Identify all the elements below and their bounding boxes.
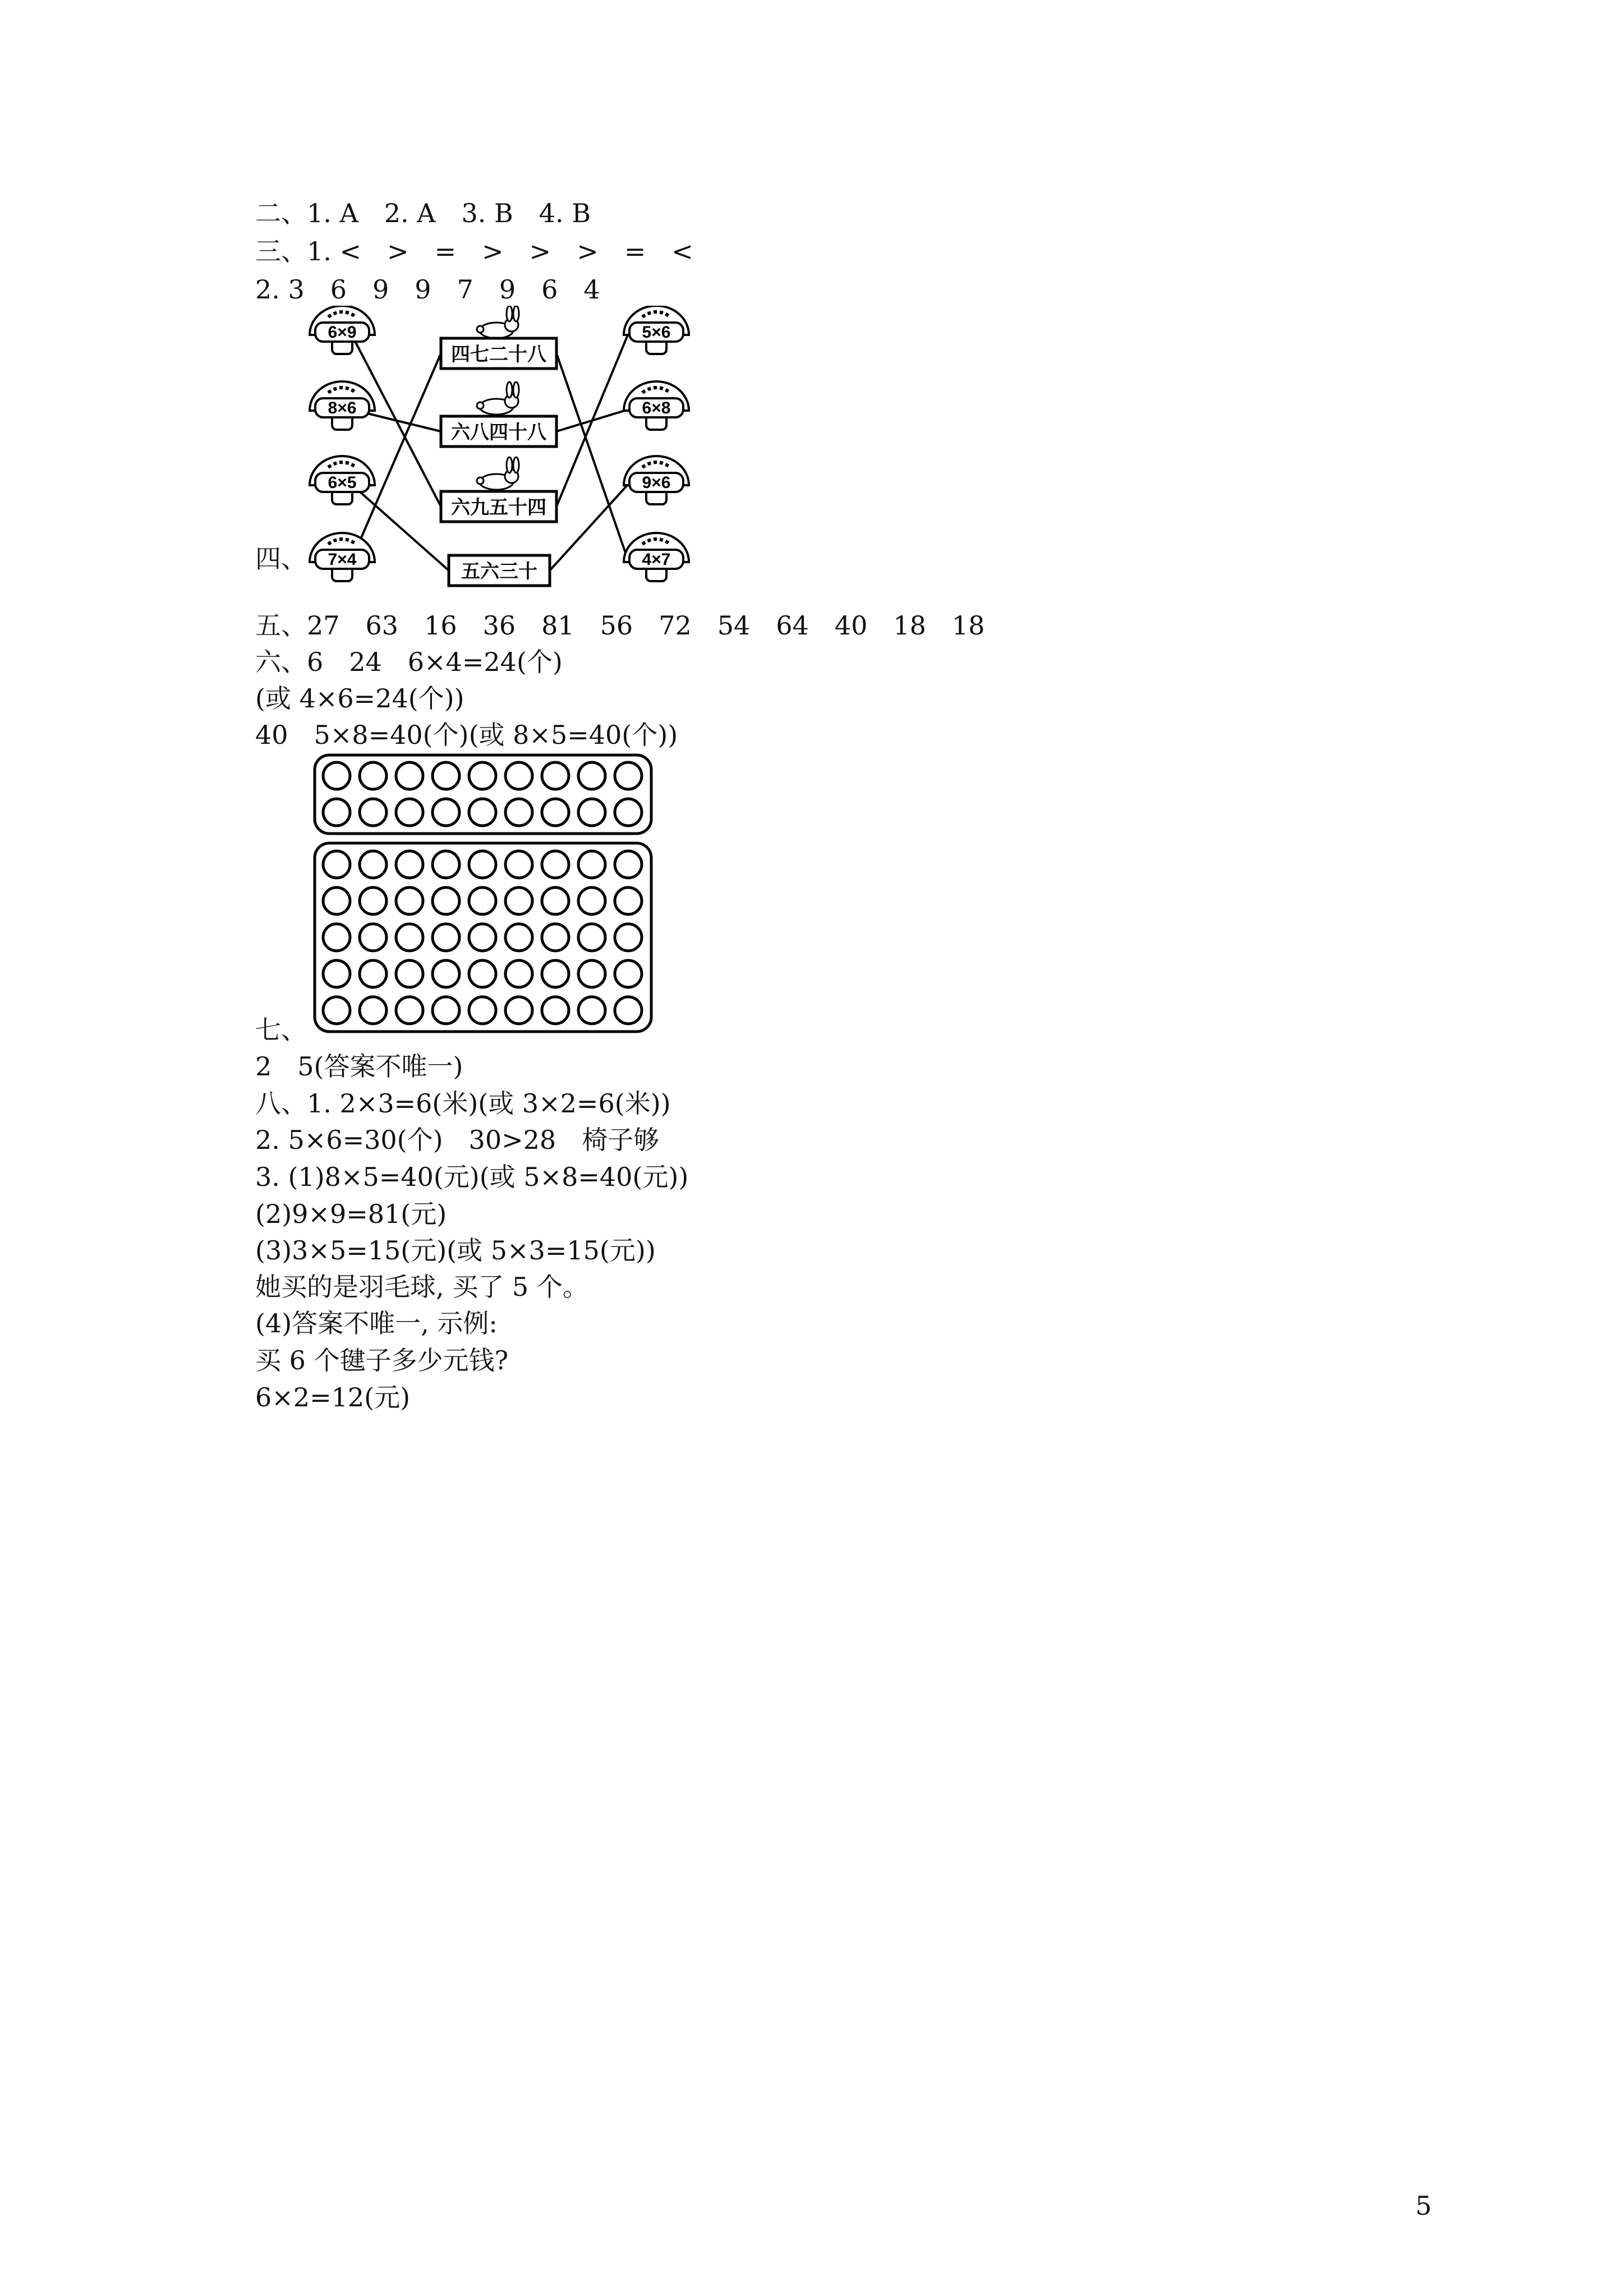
dot-circle	[433, 799, 459, 826]
answer-line-8-3-2: (2)9×9=81(元)	[255, 1199, 447, 1229]
dot-circle	[396, 762, 423, 789]
mushroom-left-2-label: 8×6	[328, 399, 357, 417]
dot-circle	[615, 924, 642, 951]
answer-line-6-2: (或 4×6=24(个))	[255, 683, 464, 714]
dot-circle	[396, 799, 423, 826]
dot-circle	[578, 887, 605, 914]
mushroom-left-4-label: 7×4	[328, 550, 357, 569]
dot-circle	[360, 997, 387, 1024]
dot-circle	[578, 924, 605, 951]
rabbit-icon-3	[477, 457, 519, 490]
dot-circle	[615, 799, 642, 826]
dot-circle	[323, 887, 350, 914]
dot-circle	[615, 997, 642, 1024]
dot-circle	[323, 924, 350, 951]
dot-circle	[469, 762, 496, 789]
mushroom-left-3-label: 6×5	[328, 473, 357, 492]
box-3	[441, 491, 556, 522]
mushroom-right-4	[624, 533, 689, 581]
dot-circle	[360, 851, 387, 878]
dot-circle	[433, 924, 459, 951]
answer-line-4: 四、	[255, 544, 307, 574]
mushroom-right-3-label: 9×6	[642, 473, 671, 492]
dot-circle	[323, 851, 350, 878]
dot-circle	[433, 960, 459, 987]
box-2-label: 六八四十八	[451, 421, 546, 444]
dot-circle	[360, 924, 387, 951]
mushroom-right-4-label: 4×7	[642, 550, 671, 569]
box-2	[441, 416, 556, 447]
dot-circle	[542, 924, 569, 951]
rabbit-icon-1	[477, 306, 519, 338]
dot-grid-figure	[311, 752, 665, 1043]
dot-circle	[360, 887, 387, 914]
mushroom-right-2	[624, 381, 689, 430]
dot-circle	[505, 960, 532, 987]
dot-circle	[615, 851, 642, 878]
answer-line-6-1: 六、6 24 6×4=24(个)	[255, 647, 563, 677]
answer-line-8-1: 八、1. 2×3=6(米)(或 3×2=6(米))	[255, 1088, 671, 1119]
box-1-label: 四七二十八	[451, 343, 546, 366]
dot-circle	[505, 997, 532, 1024]
dot-circle	[542, 887, 569, 914]
dot-circle	[433, 762, 459, 789]
dot-circle	[396, 960, 423, 987]
dot-circle	[469, 887, 496, 914]
matching-figure	[303, 306, 696, 597]
dot-circle	[433, 997, 459, 1024]
dot-circle	[542, 851, 569, 878]
dot-circle	[323, 799, 350, 826]
dot-circle	[505, 851, 532, 878]
dot-circle	[433, 887, 459, 914]
dot-circle	[578, 851, 605, 878]
dot-circle	[578, 960, 605, 987]
answer-line-8-3-4b: 买 6 个毽子多少元钱?	[255, 1345, 509, 1375]
dot-circle	[469, 851, 496, 878]
dot-circle	[360, 799, 387, 826]
dot-circle	[396, 924, 423, 951]
page-number: 5	[1415, 2191, 1432, 2221]
answer-line-3-2: 2. 3 6 9 9 7 9 6 4	[255, 274, 600, 305]
dot-circle	[542, 997, 569, 1024]
dot-circle	[469, 924, 496, 951]
mushroom-right-2-label: 6×8	[642, 399, 671, 417]
rabbit-icon-2	[477, 382, 519, 415]
dot-circle	[396, 887, 423, 914]
answer-line-8-3-3: (3)3×5=15(元)(或 5×3=15(元))	[255, 1235, 656, 1266]
dot-circle	[396, 997, 423, 1024]
mushroom-left-1	[310, 306, 375, 354]
dot-circle	[360, 762, 387, 789]
answer-line-7: 七、	[255, 1015, 307, 1045]
mushroom-right-1-label: 5×6	[642, 323, 671, 342]
answer-line-2: 二、1. A 2. A 3. B 4. B	[255, 198, 591, 228]
box-1	[441, 338, 556, 369]
top-dots	[323, 762, 642, 826]
answer-line-8-3: 3. (1)8×5=40(元)(或 5×8=40(元))	[255, 1162, 689, 1192]
dot-circle	[323, 762, 350, 789]
dot-circle	[615, 887, 642, 914]
dot-circle	[360, 960, 387, 987]
answer-line-7-2: 2 5(答案不唯一)	[255, 1051, 463, 1082]
box-4	[449, 555, 550, 586]
dot-circle	[433, 851, 459, 878]
rabbit-icons	[477, 306, 519, 490]
dot-circle	[578, 762, 605, 789]
dot-circle	[469, 960, 496, 987]
answer-line-8-3-4c: 6×2=12(元)	[255, 1382, 411, 1412]
dot-circle	[542, 960, 569, 987]
dot-circle	[323, 960, 350, 987]
dot-circle	[505, 762, 532, 789]
dot-circle	[615, 960, 642, 987]
mushroom-left-1-label: 6×9	[328, 323, 357, 342]
dot-circle	[505, 799, 532, 826]
dot-circle	[615, 762, 642, 789]
dot-circle	[542, 762, 569, 789]
mushroom-right-3	[624, 456, 689, 504]
dot-circle	[578, 997, 605, 1024]
mushroom-left-4	[310, 533, 375, 581]
answer-line-5: 五、27 63 16 36 81 56 72 54 64 40 18 18	[255, 610, 985, 641]
mushroom-left-2	[310, 381, 375, 430]
dot-circle	[542, 799, 569, 826]
dot-circle	[469, 799, 496, 826]
box-3-label: 六九五十四	[451, 496, 546, 519]
answer-line-3-1: 三、1. < > = > > > = <	[255, 236, 693, 266]
dot-circle	[323, 997, 350, 1024]
dot-circle	[578, 799, 605, 826]
dot-circle	[505, 887, 532, 914]
dot-circle	[505, 924, 532, 951]
box-4-label: 五六三十	[461, 560, 537, 583]
answer-line-6-3: 40 5×8=40(个)(或 8×5=40(个))	[255, 720, 678, 750]
answer-line-8-3-4: (4)答案不唯一, 示例:	[255, 1308, 498, 1338]
bottom-dots	[323, 851, 642, 1024]
answer-line-8-2: 2. 5×6=30(个) 30>28 椅子够	[255, 1125, 660, 1155]
dot-circle	[396, 851, 423, 878]
mushroom-right-1	[624, 306, 689, 354]
dot-circle	[469, 997, 496, 1024]
answer-line-8-3-3b: 她买的是羽毛球, 买了 5 个。	[255, 1272, 588, 1302]
